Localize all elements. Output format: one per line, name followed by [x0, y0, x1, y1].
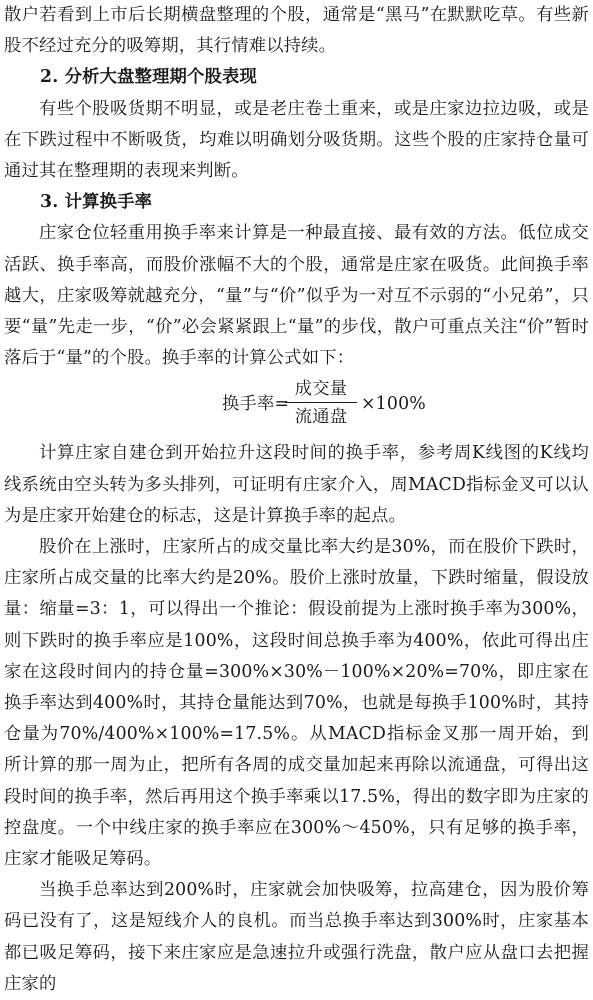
- formula-fraction: [285, 376, 357, 431]
- formula-denominator: 流通盘: [294, 407, 348, 428]
- paragraph-consolidation: 有些个股吸货期不明显，或是老庄卷土重来，或是庄家边拉边吸，或是在下跌过程中不断吸货，均难以明确划分吸货期。这些个股的庄家持仓量可通过其在整理期的表现来判断。: [4, 98, 589, 182]
- paragraph-starting-point: 计算庄家自建仓到开始拉升这段时间的换手率，参考周K线图的K线均线系统由空头转为多头排列，可证明有庄家介入，周MACD指标金叉可以认为是庄家开始建仓的标志，这是计算换手率的起点。: [4, 443, 589, 526]
- paragraph-intro-tail: 散户若看到上市后长期横盘整理的个股，通常是“黑马”在默默吃草。有些新股不经过充分的吸筹期，其行情难以持续。: [4, 5, 589, 57]
- formula-rhs: ×100%: [361, 394, 426, 415]
- section-heading-3: 3. 计算换手率: [40, 192, 153, 213]
- formula-lhs: 换手率=: [222, 394, 290, 415]
- paragraph-turnover-method: 庄家仓位轻重用换手率来计算是一种最直接、最有效的方法。低位成交活跃、换手率高，而股价涨幅不大的个股，通常是庄家在吸货。此间换手率越大，庄家吸筹就越充分，“量”与“价”似乎为一对互不示弱的“小兄弟”，只要“量”先走一步，“价”必会紧紧跟上“量”的步伐，散户可重点关注“价”暂时落后于“量”的个股。换手率的计算公式如下：: [4, 223, 589, 369]
- formula-numerator: 成交量: [285, 376, 357, 403]
- section-heading-2: 2. 分析大盘整理期个股表现: [40, 67, 257, 88]
- paragraph-turnover-thresholds: 当换手总率达到200%时，庄家就会加快吸筹，拉高建仓，因为股价筹码已没有了，这是短线介人的良机。而当总换手率达到300%时，庄家基本都已吸足筹码，接下来庄家应是急速拉升或强行洗盘，散户应从盘口去把握庄家的: [4, 880, 589, 994]
- paragraph-calculation-example: 股价在上涨时，庄家所占的成交量比率大约是30%，而在股价下跌时，庄家所占成交量的比率大约是20%。股价上涨时放量，下跌时缩量，假设放量：缩量=3：1，可以得出一个推论：假设前提为上涨时换手率为300%，则下跌时的换手率应是100%，这段时间总换手率为400%，依此可得出庄家在这段时间内的持仓量=300%×30%－100%×20%=70%，即庄家在换手率达到400%时，其持仓量能达到70%，也就是每换手100%时，其持仓量为70%/400%×100%=17.5%。从MACD指标金叉那一周开始，到所计算的那一周为止，把所有各周的成交量加起来再除以流通盘，可得出这段时间的换手率，然后再用这个换手率乘以17.5%，得出的数字即为庄家的控盘度。一个中线庄家的换手率应在300%～450%，只有足够的换手率，庄家才能吸足筹码。: [4, 537, 589, 870]
- document-page: [4, 0, 589, 1000]
- turnover-formula: [4, 376, 589, 434]
